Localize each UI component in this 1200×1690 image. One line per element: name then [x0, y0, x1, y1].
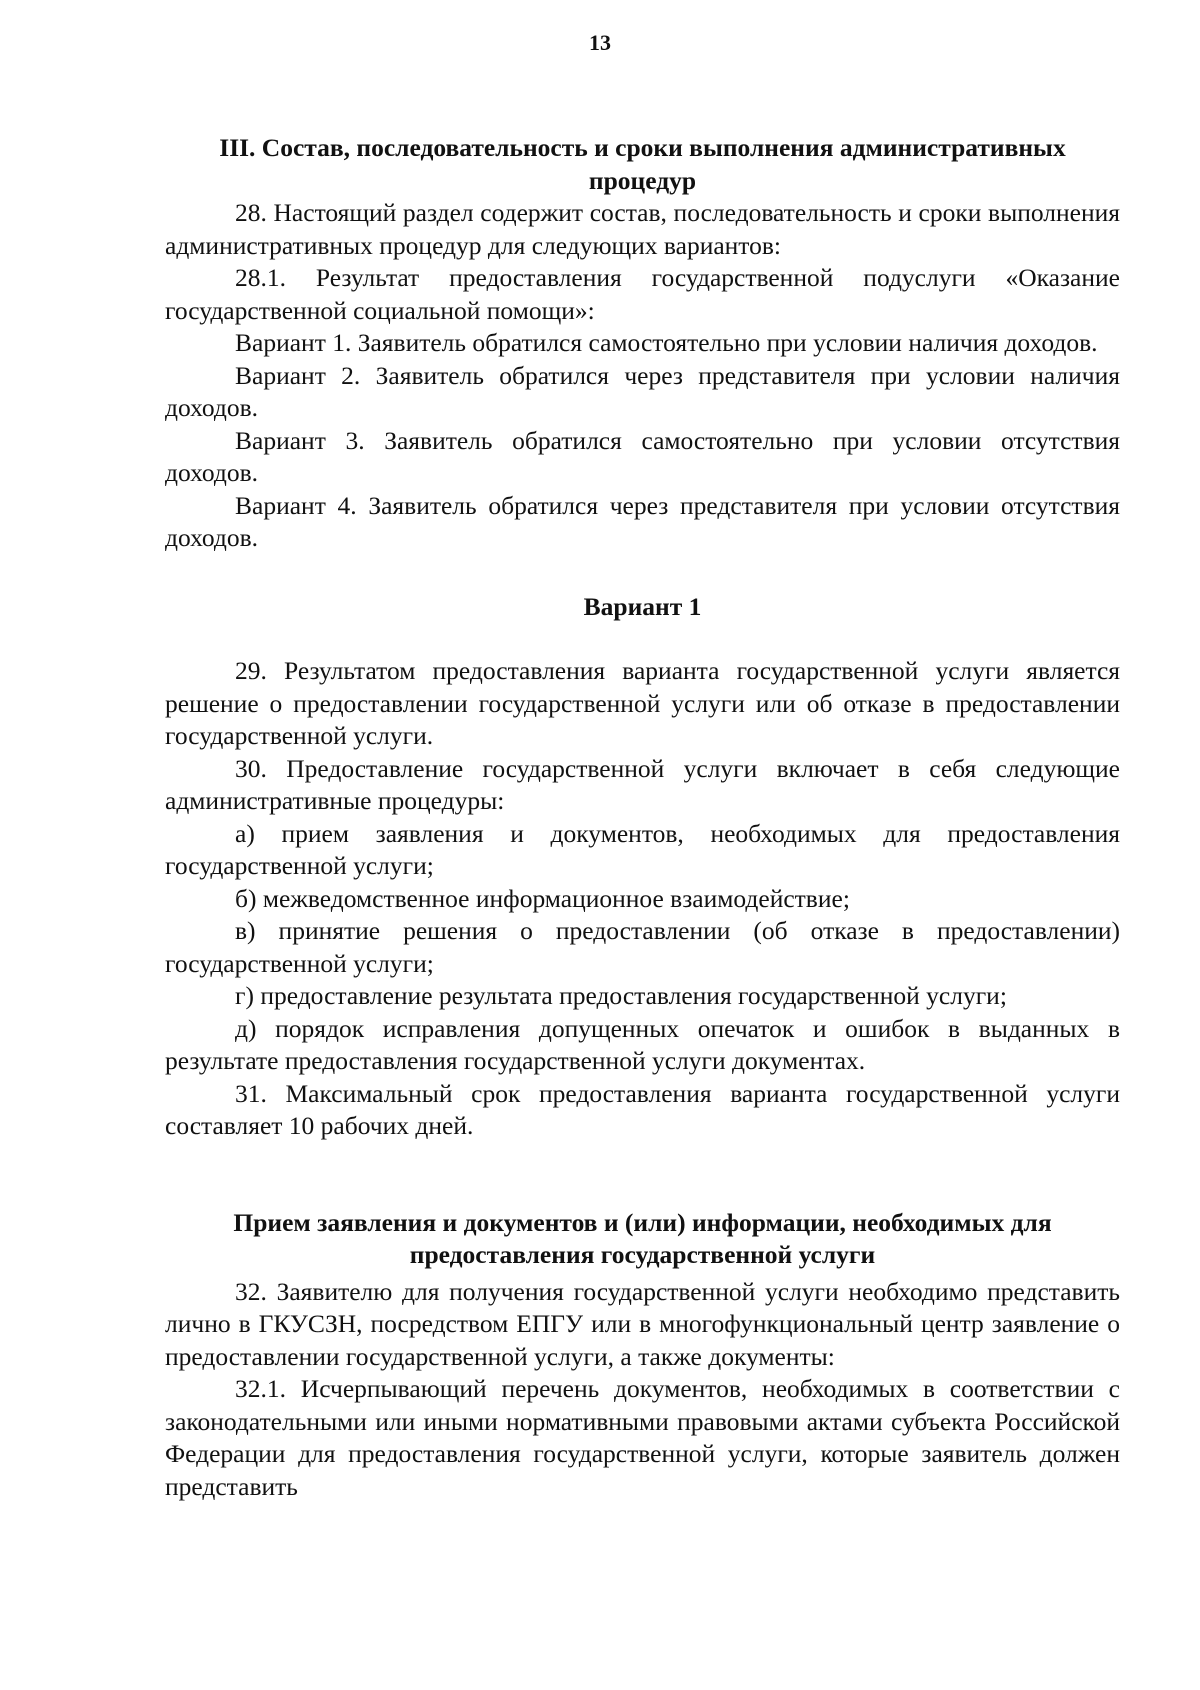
document-body — [165, 132, 1120, 1503]
list-item: д) порядок исправления допущенных опечаток и ошибок в выданных в результате предоставления государственной услуги документах. — [165, 1013, 1120, 1075]
paragraph: Вариант 2. Заявитель обратился через представителя при условии наличия доходов. — [165, 360, 1120, 422]
paragraph: 32.1. Исчерпывающий перечень документов, необходимых в соответствии с законодательными или иными нормативными правовыми актами субъекта Российской Федерации для предоставления государственной услуги, которые заявитель должен представить — [165, 1374, 1120, 1501]
paragraph: 31. Максимальный срок предоставления варианта государственной услуги составляет 10 рабочих дней. — [165, 1078, 1120, 1140]
page-number: 13 — [589, 30, 611, 55]
paragraph: 32. Заявителю для получения государственной услуги необходимо представить лично в ГКУСЗН, посредством ЕПГУ или в многофункциональный центр заявление о предоставлении государственной услуги, а также документы: — [165, 1276, 1120, 1371]
paragraph: Вариант 4. Заявитель обратился через представителя при условии отсутствия доходов. — [165, 490, 1120, 552]
reception-heading: Прием заявления и документов и (или) информации, необходимых для предоставления государственной услуги — [233, 1207, 1052, 1269]
list-item: г) предоставление результата предоставления государственной услуги; — [235, 981, 1007, 1010]
list-item: в) принятие решения о предоставлении (об отказе в предоставлении) государственной услуги; — [165, 916, 1120, 978]
paragraph: 30. Предоставление государственной услуги включает в себя следующие административные процедуры: — [165, 753, 1120, 815]
paragraph: 28.1. Результат предоставления государственной подуслуги «Оказание государственной социальной помощи»: — [165, 263, 1120, 325]
paragraph: Вариант 1. Заявитель обратился самостоятельно при условии наличия доходов. — [235, 328, 1098, 357]
paragraph: 29. Результатом предоставления варианта государственной услуги является решение о предоставлении государственной услуги или об отказе в предоставлении государственной услуги. — [165, 656, 1120, 750]
section-heading: III. Состав, последовательность и сроки выполнения административных процедур — [219, 133, 1066, 195]
paragraph: Вариант 3. Заявитель обратился самостоятельно при условии отсутствия доходов. — [165, 425, 1120, 487]
list-item: а) прием заявления и документов, необходимых для предоставления государственной услуги; — [165, 818, 1120, 880]
list-item: б) межведомственное информационное взаимодействие; — [235, 883, 850, 913]
paragraph: 28. Настоящий раздел содержит состав, последовательность и сроки выполнения административных процедур для следующих вариантов: — [165, 198, 1120, 260]
variant-heading: Вариант 1 — [583, 591, 702, 621]
